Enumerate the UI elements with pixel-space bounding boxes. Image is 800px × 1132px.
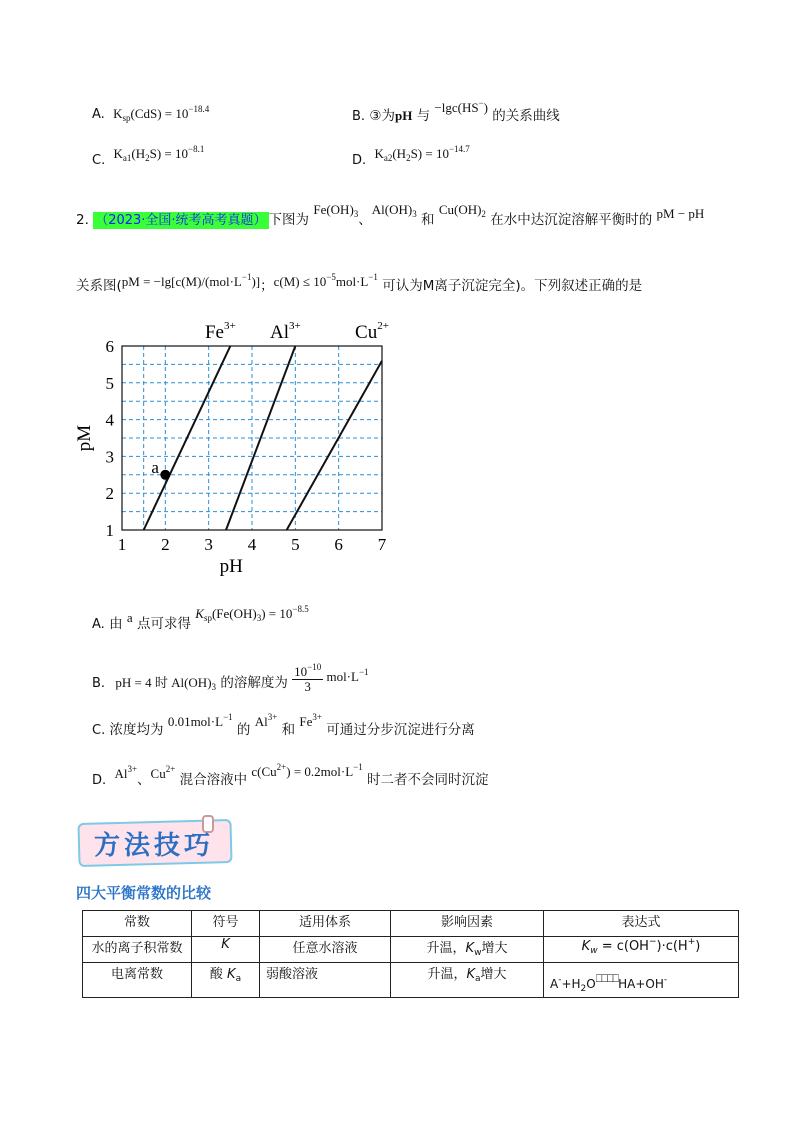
table-cell (544, 937, 739, 963)
x-tick-label: 6 (334, 535, 343, 554)
exponent: −5 (326, 272, 336, 282)
subscript: 2 (580, 984, 587, 994)
cell-text: )·c(H (656, 939, 688, 954)
exponent: −18.4 (188, 104, 210, 114)
formula: Cu(OH) (438, 202, 482, 217)
k-subscript: a (475, 974, 481, 984)
option-letter: C. (92, 153, 106, 168)
question-2-line-1 (76, 202, 705, 229)
q1-option-d (352, 144, 470, 169)
ion: Cu (150, 766, 166, 781)
separator: ； (260, 278, 274, 294)
formula: pH = 4 时 (115, 675, 172, 690)
formula: pM = −lg[c(M)/(mol·L (121, 274, 242, 289)
charge: 3+ (127, 764, 138, 774)
k-symbol: K (113, 146, 123, 161)
option-text: 由 (109, 616, 127, 632)
cell-text: A (550, 977, 559, 991)
charge: 3+ (312, 712, 322, 722)
table-cell: 电离常数 (83, 963, 192, 998)
question-text: 可认为M离子沉淀完全)。下列叙述正确的是 (377, 278, 643, 294)
exponent: −1 (241, 272, 252, 282)
formula: )] (251, 274, 261, 289)
method-tips-banner (72, 815, 234, 865)
q2-option-c (92, 712, 475, 738)
option-text: 的 (232, 722, 255, 738)
k-subscript: a1 (122, 153, 132, 163)
ion: Fe (299, 714, 313, 729)
cell-text: 升温， (427, 967, 467, 982)
series-line-fe (144, 346, 231, 530)
series-label-charge: 3+ (223, 320, 236, 332)
constants-table (82, 910, 739, 998)
series-label-charge: 3+ (288, 320, 301, 332)
k-symbol: K (581, 939, 591, 954)
fraction-numerator: 10 (294, 664, 308, 679)
table-header: 常数 (83, 911, 192, 937)
series-label-text: Cu (355, 322, 378, 343)
option-letter: B. (92, 676, 106, 691)
k-subscript: sp (122, 113, 131, 123)
ion: Al (114, 766, 128, 781)
formula: ) = 10 (261, 606, 293, 621)
cell-text: 增大 (481, 941, 508, 956)
option-letter: D. (92, 773, 107, 788)
point-a-label: a (151, 457, 159, 477)
question-text: 和 (416, 212, 439, 228)
series-line-cu (287, 361, 382, 530)
option-letter: D. (352, 153, 367, 168)
expr-text: S) = 10 (149, 146, 189, 161)
k-symbol: K (195, 606, 204, 621)
point-label: a (126, 610, 133, 625)
exponent: − (478, 98, 484, 108)
option-text: 混合溶液中 (175, 772, 252, 788)
charge: - (663, 975, 668, 985)
formula: ) = 0.2mol·L (286, 764, 354, 779)
x-tick-label: 1 (117, 535, 127, 554)
series-label-text: Fe (204, 322, 224, 343)
charge: 3+ (267, 712, 278, 722)
option-text: 的关系曲线 (488, 108, 560, 124)
expr-text: ) (483, 100, 488, 115)
exponent: −10 (307, 662, 322, 672)
x-tick-label: 3 (204, 535, 213, 554)
table-row (83, 937, 739, 963)
exponent: −14.7 (448, 144, 470, 154)
charge: + (687, 937, 696, 947)
expr-text: (CdS) = 10 (130, 106, 189, 121)
fraction-denominator: 3 (304, 679, 311, 694)
y-tick-label: 6 (105, 337, 114, 356)
x-tick-label: 7 (377, 535, 387, 554)
source-tag: （2023·全国·统考高考真题） (95, 213, 267, 228)
y-tick-label: 1 (105, 521, 114, 540)
k-subscript: a2 (383, 153, 393, 163)
exponent: −8.1 (188, 144, 205, 154)
subscript: 3 (353, 209, 359, 219)
banner-title: 方法技巧 (94, 831, 215, 861)
formula: (Fe(OH) (211, 606, 257, 621)
table-cell: 任意水溶液 (260, 937, 391, 963)
charge: − (648, 937, 657, 947)
k-symbol: K (374, 146, 384, 161)
expr-text: S) = 10 (410, 146, 449, 161)
option-text: 点可求得 (132, 616, 196, 632)
table-header: 适用体系 (260, 911, 391, 937)
exponent: −1 (223, 712, 233, 722)
section-title: 四大平衡常数的比较 (76, 884, 212, 902)
x-tick-label: 5 (291, 535, 300, 554)
option-letter: A. (92, 617, 105, 632)
separator: 、 (137, 772, 151, 788)
x-tick-label: 4 (247, 535, 257, 554)
point-a-marker (160, 470, 170, 480)
table-cell: K (192, 937, 260, 963)
option-text: 时二者不会同时沉淀 (362, 772, 489, 788)
formula: 0.01mol·L (167, 714, 224, 729)
fraction (292, 660, 323, 694)
expr-text: (H (392, 146, 407, 161)
table-cell (192, 963, 260, 998)
expr-text: (H (131, 146, 146, 161)
exponent: −8.5 (292, 604, 309, 614)
chart-grid (122, 346, 382, 530)
x-axis-label: pH (219, 556, 243, 577)
series-label-cu (355, 320, 389, 343)
q2-option-a (92, 604, 309, 633)
x-tick-label: 2 (161, 535, 170, 554)
table-cell: 弱酸溶液 (260, 963, 391, 998)
subscript: 3 (412, 209, 417, 219)
y-tick-label: 2 (105, 484, 114, 504)
charge: 2+ (276, 762, 287, 772)
option-text: 浓度均为 (109, 722, 168, 738)
ph-symbol: pH (394, 108, 413, 123)
series-label-charge: 2+ (377, 320, 389, 332)
charge: - (558, 975, 562, 985)
k-subscript: sp (203, 613, 212, 623)
k-subscript: a (235, 974, 242, 984)
table-header-row (83, 911, 739, 937)
option-letter: B. (352, 109, 366, 124)
subscript: 2 (145, 153, 150, 163)
unit: mol·L (323, 669, 359, 684)
chart-series-labels (151, 320, 389, 477)
separator: 、 (358, 212, 372, 228)
k-symbol: K (466, 967, 475, 982)
table-cell (544, 963, 739, 998)
question-text: 在水中达沉淀溶解平衡时的 (485, 212, 657, 228)
option-letter: A. (92, 107, 105, 122)
cell-text: = c(OH (597, 939, 649, 954)
unit: mol·L (335, 274, 369, 289)
table-header: 影响因素 (391, 911, 544, 937)
charge: 2+ (165, 764, 176, 774)
pm-ph-chart (70, 318, 410, 588)
series-label-text: Al (269, 322, 289, 343)
table-header: 符号 (192, 911, 260, 937)
formula: Al(OH) (371, 202, 413, 217)
cell-text: O (586, 977, 596, 991)
subscript: 2 (406, 153, 411, 163)
option-text: 可通过分步沉淀进行分离 (321, 722, 475, 738)
cell-text: ) (695, 939, 701, 954)
y-tick-label: 5 (105, 373, 114, 393)
cell-text: +H (561, 977, 581, 991)
q1-option-b (352, 98, 560, 124)
y-tick-label: 4 (105, 410, 114, 430)
k-subscript: w (474, 948, 482, 958)
formula: Fe(OH) (313, 202, 354, 217)
q1-option-c (92, 144, 205, 169)
option-text: 与 (412, 108, 435, 124)
subscript: 2 (481, 209, 486, 219)
table-cell (391, 963, 544, 998)
y-axis-label: pM (74, 424, 95, 452)
series-label-al (270, 320, 301, 343)
cell-text: HA+OH (618, 977, 664, 991)
formula: c(Cu (251, 764, 277, 779)
q1-option-a (92, 104, 209, 123)
formula: pM − pH (656, 206, 705, 221)
expr-text: −lgc(HS (434, 100, 479, 115)
subscript: 3 (256, 613, 262, 623)
table-header: 表达式 (544, 911, 739, 937)
y-tick-label: 3 (105, 447, 114, 467)
q2-option-b (92, 662, 369, 700)
exponent: −1 (358, 667, 369, 677)
formula: c(M) ≤ 10 (273, 274, 327, 289)
formula: Al(OH) (171, 675, 212, 690)
subscript: 3 (211, 682, 217, 692)
exponent: −1 (368, 272, 378, 282)
option-letter: C. (92, 723, 106, 738)
table-cell: 水的离子积常数 (83, 937, 192, 963)
ion: Al (254, 714, 268, 729)
exponent: −1 (353, 762, 363, 772)
k-symbol: K (113, 106, 123, 121)
k-symbol: K (465, 941, 475, 956)
cell-text: 酸 (209, 967, 228, 982)
cell-text: 增大 (480, 967, 507, 982)
k-symbol: K (227, 967, 236, 982)
question-text: 下图为 (268, 212, 314, 228)
option-text: 的溶解度为 (216, 675, 293, 691)
series-label-fe (205, 320, 236, 343)
question-text: 关系图( (76, 278, 122, 294)
equilibrium-arrow-icon: ⎕⎕⎕⎕ (595, 972, 619, 985)
option-text: 和 (277, 722, 300, 738)
cell-text: 升温， (426, 941, 466, 956)
question-number: 2. (76, 212, 89, 228)
table-row (83, 963, 739, 998)
table-cell (391, 937, 544, 963)
q2-option-d (92, 762, 489, 788)
k-subscript: w (590, 946, 598, 956)
option-text: ③为 (369, 108, 395, 124)
question-2-line-2 (76, 274, 642, 294)
